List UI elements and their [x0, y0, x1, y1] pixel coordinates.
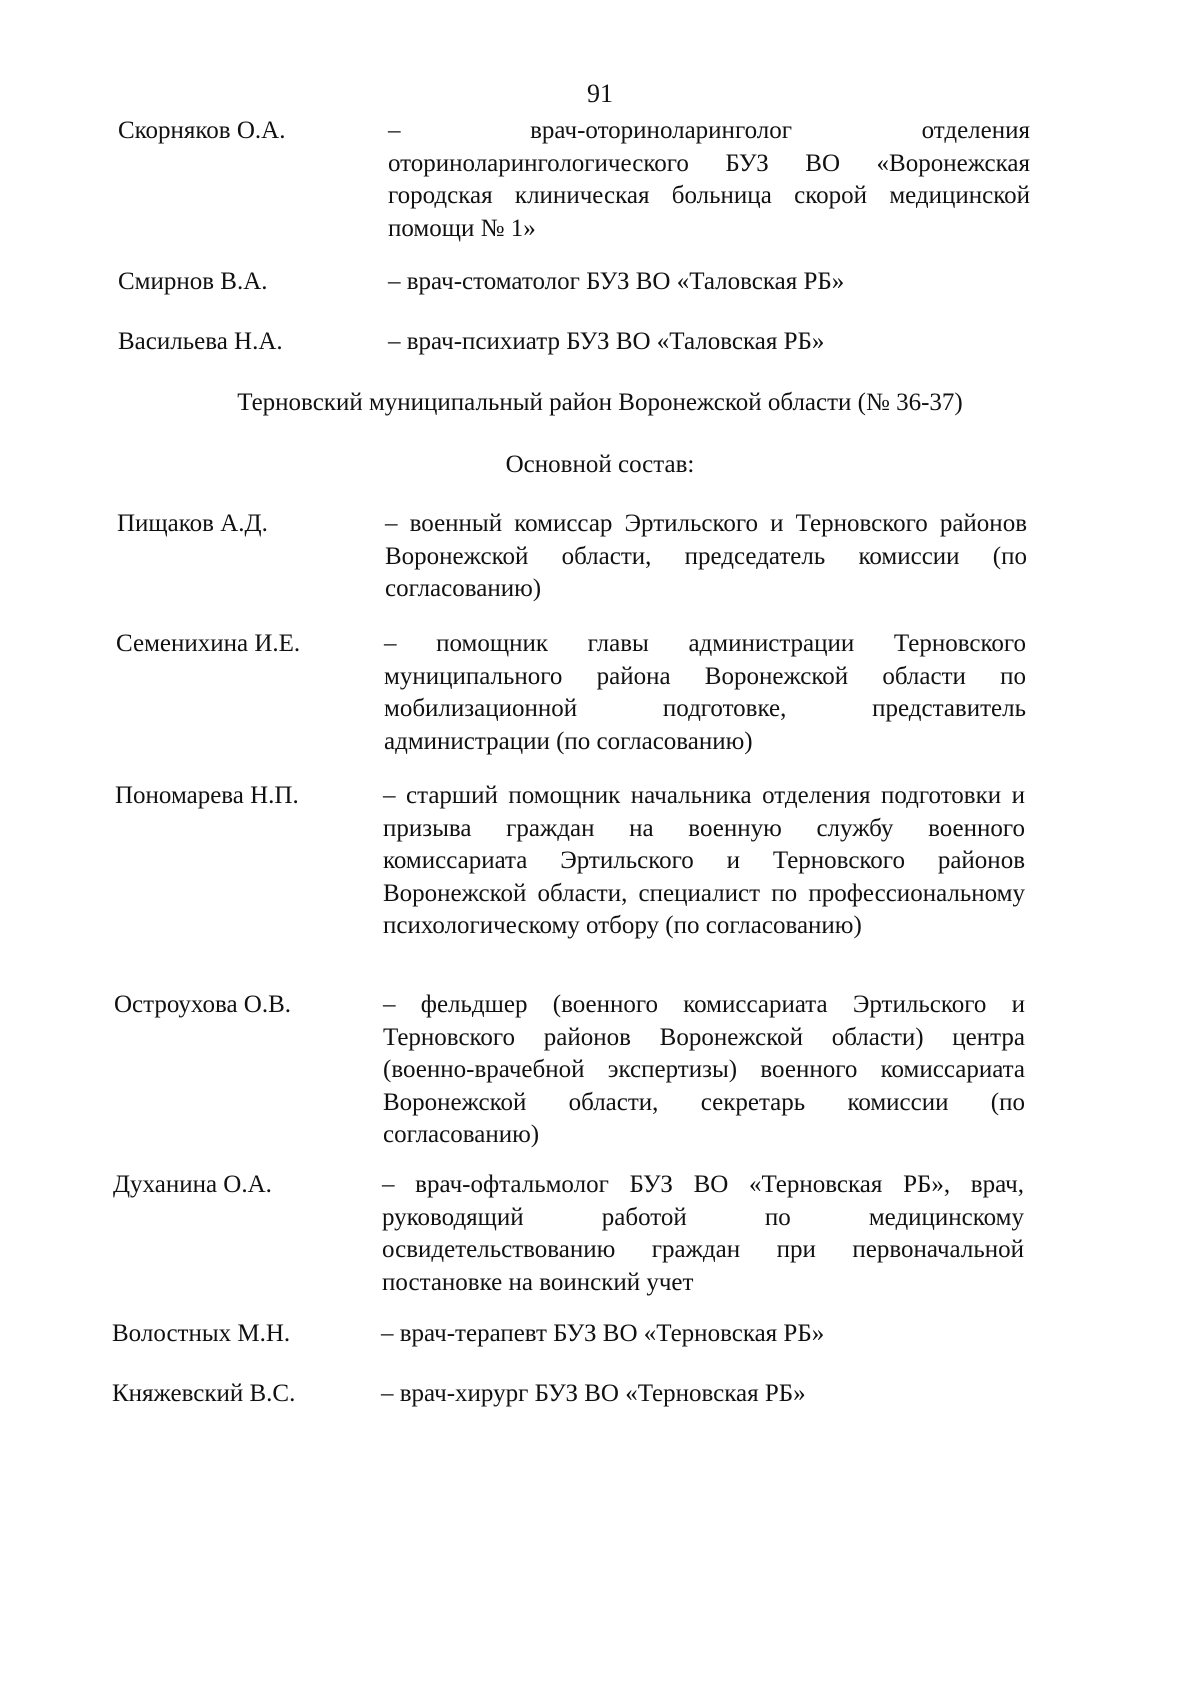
- person-role: – фельдшер (военного комиссариата Эртильского и Терновского районов Воронежской области) центра (военно-врачебной экспертизы) военного комиссариата Воронежской области, секретарь комиссии (по согласованию): [383, 991, 1025, 1148]
- person-role: – врач-оториноларинголог отделения оториноларингологического БУЗ ВО «Воронежская городская клиническая больница скорой медицинской помощи № 1»: [388, 117, 1030, 242]
- person-name: Пономарева Н.П.: [115, 782, 299, 809]
- person-name: Остроухова О.В.: [114, 991, 292, 1018]
- person-role: – врач-терапевт БУЗ ВО «Терновская РБ»: [381, 1320, 825, 1347]
- person-name: Княжевский В.С.: [112, 1380, 296, 1407]
- person-role: – врач-офтальмолог БУЗ ВО «Терновская РБ», врач, руководящий работой по медицинскому освидетельствованию граждан при первоначальной постановке на воинский учет: [382, 1171, 1024, 1296]
- section-subtitle: Основной состав:: [505, 451, 695, 478]
- person-name: Скорняков О.А.: [118, 117, 286, 144]
- person-role: – военный комиссар Эртильского и Терновского районов Воронежской области, председатель комиссии (по согласованию): [385, 510, 1027, 602]
- person-role: – старший помощник начальника отделения подготовки и призыва граждан на военную службу военного комиссариата Эртильского и Терновского районов Воронежской области, специалист по профессиональному психологическому отбору (по согласованию): [383, 782, 1025, 939]
- page-number: 91: [587, 79, 613, 108]
- person-name: Пищаков А.Д.: [117, 510, 268, 537]
- person-name: Духанина О.А.: [113, 1171, 272, 1198]
- person-role: – помощник главы администрации Терновского муниципального района Воронежской области по мобилизационной подготовке, представитель администрации (по согласованию): [384, 630, 1026, 755]
- person-name: Волостных М.Н.: [112, 1320, 291, 1347]
- person-role: – врач-хирург БУЗ ВО «Терновская РБ»: [381, 1380, 806, 1407]
- person-name: Смирнов В.А.: [118, 268, 268, 295]
- section-title: Терновский муниципальный район Воронежской области (№ 36-37): [237, 389, 963, 416]
- person-name: Семенихина И.Е.: [116, 630, 301, 657]
- person-role: – врач-стоматолог БУЗ ВО «Таловская РБ»: [388, 268, 845, 295]
- person-role: – врач-психиатр БУЗ ВО «Таловская РБ»: [388, 328, 825, 355]
- person-name: Васильева Н.А.: [118, 328, 283, 355]
